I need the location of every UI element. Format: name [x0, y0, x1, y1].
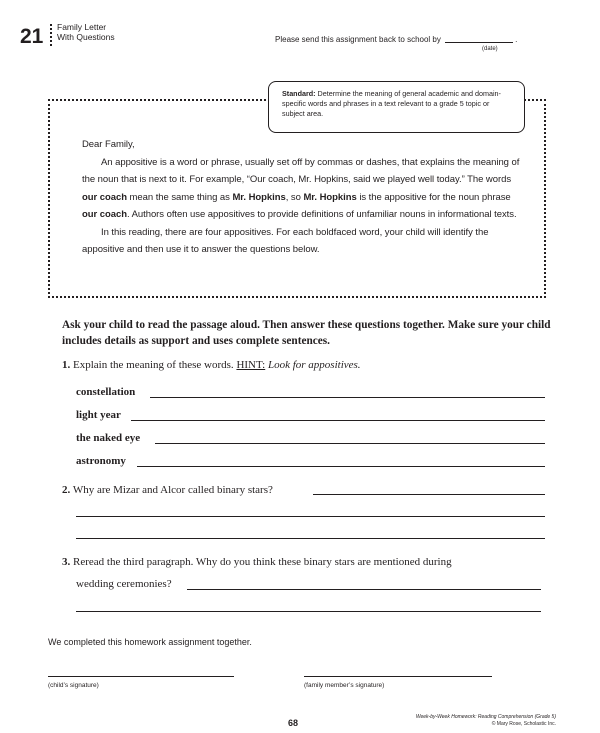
letter-paragraph-1: An appositive is a word or phrase, usually set off by commas or dashes, that explains the meaning of the noun that is next to it. For example, “Our coach, Mr. Hopkins, said we played well today.” The words our coach mean the same thing as Mr. Hopkins, so Mr. Hopkins is the appositive for the noun phrase our coach. Authors often use appositives to provide definitions of unfamiliar nouns in informational texts.: [82, 156, 520, 220]
bold-term: Mr. Hopkins: [303, 191, 357, 203]
term-constellation: constellation: [76, 386, 136, 398]
question-3-text: Reread the third paragraph. Why do you think these binary stars are mentioned during: [73, 556, 452, 568]
date-blank[interactable]: [445, 42, 513, 43]
question-3-continuation: wedding ceremonies?: [76, 578, 172, 590]
child-signature-label: (child’s signature): [48, 682, 99, 689]
term-light-year: light year: [76, 409, 121, 421]
answer-line[interactable]: [150, 397, 545, 398]
term-astronomy: astronomy: [76, 455, 126, 467]
standard-label: Standard:: [282, 89, 316, 98]
credit-line: [370, 714, 556, 728]
child-signature-line[interactable]: [48, 676, 234, 677]
send-back-period: .: [515, 35, 518, 44]
answer-line[interactable]: [76, 516, 545, 517]
standard-text: Determine the meaning of general academic and domain-specific words and phrases in a text relevant to a grade 5 topic or subject area.: [282, 89, 501, 118]
standard-box: [268, 81, 525, 133]
date-label: (date): [482, 46, 498, 52]
letter-greeting: Dear Family,: [82, 139, 135, 150]
page-number: 68: [288, 718, 299, 728]
answer-line[interactable]: [155, 443, 545, 444]
question-2: [62, 484, 273, 496]
answer-line[interactable]: [76, 611, 541, 612]
instructions: Ask your child to read the passage aloud. Then answer these questions together. Make sure your child includes details as support and uses complete sentences.: [62, 319, 551, 347]
lesson-type-label: [57, 22, 115, 42]
question-3: [62, 556, 452, 568]
question-3-number: 3.: [62, 556, 71, 568]
completion-statement: We completed this homework assignment together.: [48, 637, 252, 647]
bold-term: our coach: [82, 209, 127, 220]
answer-line[interactable]: [313, 494, 545, 495]
family-signature-line[interactable]: [304, 676, 492, 677]
answer-line[interactable]: [137, 466, 545, 467]
hint-label: HINT:: [236, 359, 266, 371]
answer-line[interactable]: [131, 420, 545, 421]
question-1-text: Explain the meaning of these words.: [73, 359, 234, 371]
credit-title: Week-by-Week Homework: Reading Comprehension (Grade 5): [415, 714, 556, 720]
hint-text: Look for appositives.: [267, 359, 361, 371]
term-naked-eye: the naked eye: [76, 432, 141, 444]
question-1: [62, 359, 361, 371]
question-2-text: Why are Mizar and Alcor called binary stars?: [72, 484, 273, 496]
bold-term: Mr. Hopkins: [232, 191, 286, 203]
answer-line[interactable]: [76, 538, 545, 539]
header-dotted-divider: [50, 24, 52, 46]
family-letter: [82, 136, 528, 259]
answer-line[interactable]: [187, 589, 541, 590]
question-1-number: 1.: [62, 359, 71, 371]
send-back-text: Please send this assignment back to school by: [275, 35, 441, 44]
lesson-type-line-2: With Questions: [57, 32, 115, 42]
family-signature-label: (family member’s signature): [304, 682, 385, 689]
credit-copyright: © Mary Rose, Scholastic Inc.: [491, 721, 556, 727]
question-2-number: 2.: [62, 484, 71, 496]
lesson-type-line-1: Family Letter: [57, 22, 107, 32]
send-back-instruction: [275, 35, 517, 44]
lesson-number: 21: [20, 25, 44, 48]
letter-paragraph-2: In this reading, there are four appositives. For each boldfaced word, your child will identify the appositive and then use it to answer the questions below.: [82, 226, 489, 255]
bold-term: our coach: [82, 191, 127, 203]
